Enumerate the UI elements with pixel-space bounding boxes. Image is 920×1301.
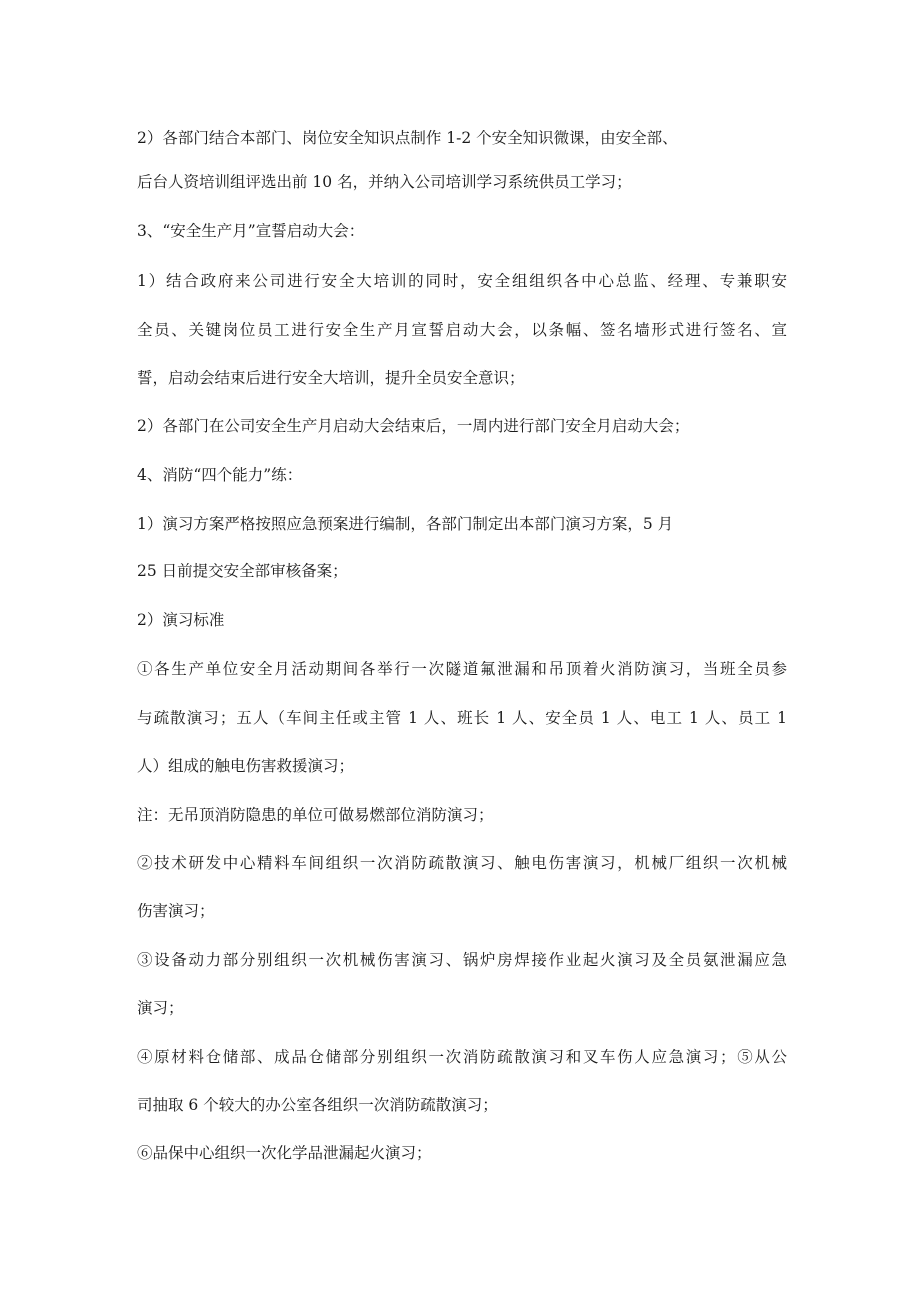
text-line-21: 司抽取 6 个较大的办公室各组织一次消防疏散演习； xyxy=(137,1096,498,1114)
text-line-2: 后台人资培训组评选出前 10 名，并纳入公司培训学习系统供员工学习； xyxy=(137,173,632,191)
text-line-18: ③设备动力部分别组织一次机械伤害演习、锅炉房焊接作业起火演习及全员氨泄漏应急 xyxy=(137,951,787,969)
text-line-5: 全员、关键岗位员工进行安全生产月宣誓启动大会，以条幅、签名墙形式进行签名、宣 xyxy=(137,321,787,339)
text-line-14: 人）组成的触电伤害救援演习； xyxy=(137,757,355,775)
text-line-11: 2）演习标准 xyxy=(137,611,225,629)
text-line-20: ④原材料仓储部、成品仓储部分别组织一次消防疏散演习和叉车伤人应急演习；⑤从公 xyxy=(137,1048,787,1066)
text-line-6: 誓，启动会结束后进行安全大培训，提升全员安全意识； xyxy=(137,369,525,387)
text-line-15: 注：无吊顶消防隐患的单位可做易燃部位消防演习； xyxy=(137,806,494,824)
text-line-12: ①各生产单位安全月活动期间各举行一次隧道氟泄漏和吊顶着火消防演习，当班全员参 xyxy=(137,660,787,678)
text-line-22: ⑥品保中心组织一次化学品泄漏起火演习； xyxy=(137,1144,432,1162)
text-line-3: 3、“安全生产月”宣誓启动大会： xyxy=(137,222,365,240)
text-line-10: 25 日前提交安全部审核备案； xyxy=(137,562,348,580)
text-line-7: 2）各部门在公司安全生产月启动大会结束后，一周内进行部门安全月启动大会； xyxy=(137,417,690,435)
text-line-1: 2）各部门结合本部门、岗位安全知识点制作 1-2 个安全知识微课，由安全部、 xyxy=(137,129,678,147)
text-line-4: 1）结合政府来公司进行安全大培训的同时，安全组组织各中心总监、经理、专兼职安 xyxy=(137,272,787,290)
text-line-13: 与疏散演习；五人（车间主任或主管 1 人、班长 1 人、安全员 1 人、电工 1 人、员工 1 xyxy=(137,709,787,727)
text-line-19: 演习； xyxy=(137,999,184,1017)
text-line-16: ②技术研发中心精料车间组织一次消防疏散演习、触电伤害演习，机械厂组织一次机械 xyxy=(137,854,787,872)
text-line-8: 4、消防“四个能力”练： xyxy=(137,466,303,484)
text-line-17: 伤害演习； xyxy=(137,902,215,920)
text-line-9: 1）演习方案严格按照应急预案进行编制，各部门制定出本部门演习方案，5 月 xyxy=(137,515,674,533)
